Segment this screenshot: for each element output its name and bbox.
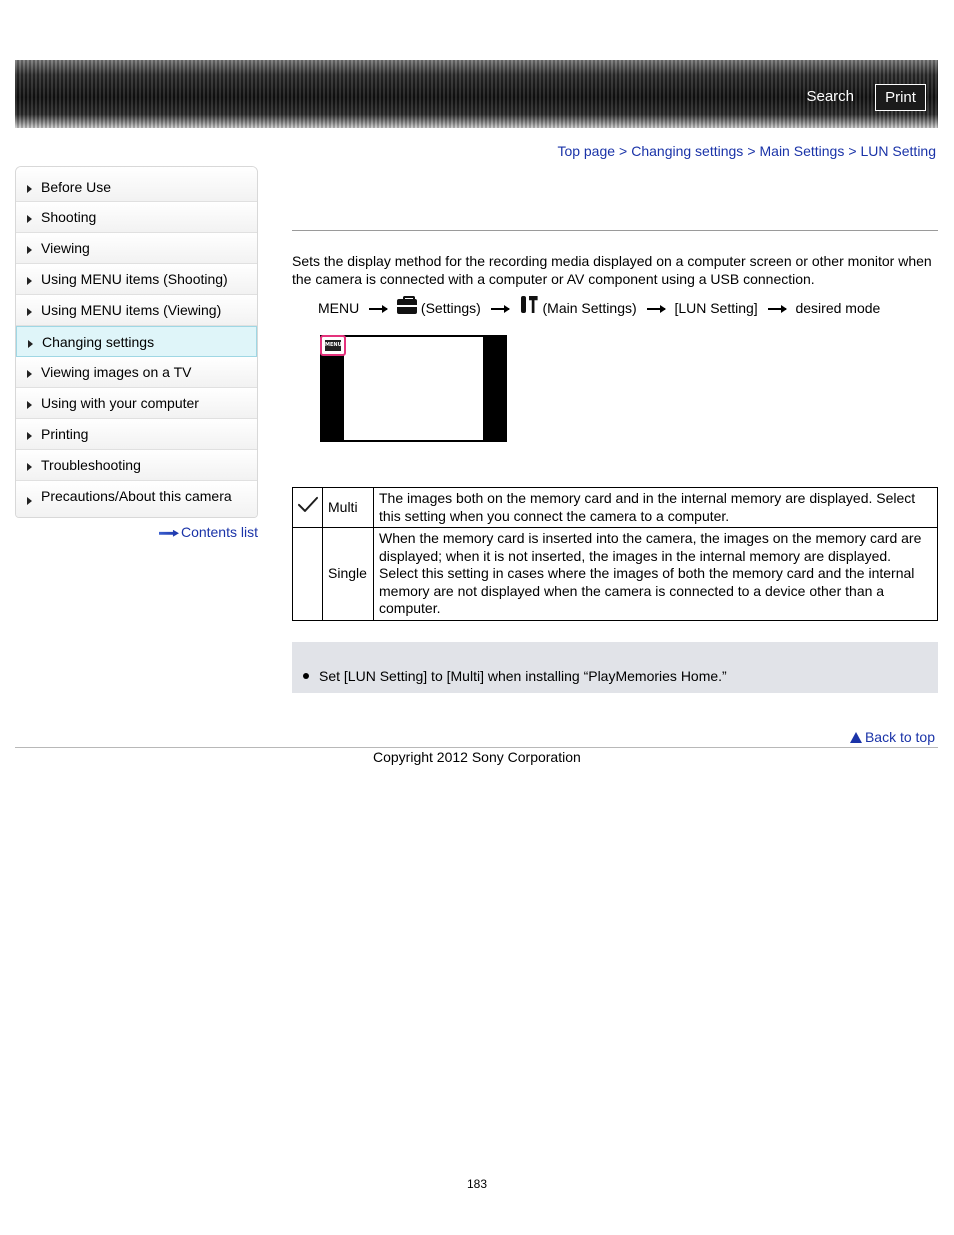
menu-path-main-settings: (Main Settings) [542,300,637,316]
menu-path-desired-mode: desired mode [795,300,881,316]
sidebar-item-menu-viewing[interactable] [16,295,257,326]
sidebar-item-label: Viewing images on a TV [41,364,192,380]
arrow-right-icon [768,308,786,310]
sidebar-item-label: Troubleshooting [41,457,141,473]
menu-path-lun-setting: [LUN Setting] [674,300,758,316]
sidebar-item-viewing[interactable] [16,233,257,264]
breadcrumb [557,143,936,159]
menu-button-highlight [320,335,346,356]
sidebar-item-changing-settings[interactable] [16,326,257,357]
back-to-top-link[interactable] [850,729,935,745]
breadcrumb-separator: > [848,143,857,159]
toolbox-icon [397,299,417,314]
header-bar [15,60,938,128]
caret-right-icon [27,497,32,505]
search-link[interactable]: Search [806,88,854,105]
sidebar-item-label: Viewing [41,240,90,256]
footer-divider [15,747,938,748]
screen-display-area [344,337,483,440]
sidebar-item-precautions[interactable] [16,481,257,517]
breadcrumb-separator: > [619,143,628,159]
print-button[interactable]: Print [875,84,926,111]
arrow-right-icon [369,308,387,310]
breadcrumb-main-settings[interactable]: Main Settings [759,143,845,159]
default-mark-cell [293,488,323,528]
breadcrumb-top-page[interactable]: Top page [557,143,616,159]
sidebar-item-before-use[interactable] [16,167,257,202]
arrow-right-icon [159,530,179,537]
contents-list-link[interactable] [159,524,258,540]
sidebar-item-label: Using MENU items (Viewing) [41,302,222,318]
sidebar-item-label: Shooting [41,209,97,225]
menu-path [318,296,880,318]
caret-right-icon [27,246,32,254]
table-row [293,488,938,528]
sidebar-item-using-with-computer[interactable] [16,388,257,419]
caret-right-icon [27,432,32,440]
menu-path-menu: MENU [318,300,360,316]
sidebar-item-troubleshooting[interactable] [16,450,257,481]
caret-right-icon [27,215,32,223]
mode-name: Multi [323,488,374,528]
menu-path-settings: (Settings) [420,300,481,316]
sidebar-item-label: Using MENU items (Shooting) [41,271,228,287]
arrow-up-icon [850,732,862,743]
caret-right-icon [27,370,32,378]
checkmark-icon [297,496,319,514]
page-description: Sets the display method for the recording media displayed on a computer screen or other monitor when the camera is connected with a computer or AV component using a USB connection. [292,253,932,287]
mode-description: The images both on the memory card and in the internal memory are displayed. Select this setting when you connect the camera to a computer. [374,488,938,528]
sidebar-item-label: Changing settings [42,334,155,350]
note-text: Set [LUN Setting] to [Multi] when installing “PlayMemories Home.” [319,668,727,684]
sidebar-item-label: Precautions/About this camera [41,488,232,504]
page-number: 183 [466,1177,488,1191]
wrench-icon [519,296,539,314]
caret-right-icon [27,463,32,471]
arrow-right-icon [647,308,665,310]
mode-description: When the memory card is inserted into the camera, the images on the memory card are displayed; when it is not inserted, the images in the internal memory are displayed. Select this setting in cases where the images of both the memory card and the internal memory are not displayed when the camera is connected to a device other than a computer. [374,528,938,621]
mode-name: Single [323,528,374,621]
mode-table [292,487,938,621]
note-box [292,642,938,693]
menu-button-label: MENU [325,340,341,351]
sidebar-item-printing[interactable] [16,419,257,450]
table-row [293,528,938,621]
breadcrumb-lun-setting[interactable]: LUN Setting [860,143,936,159]
caret-right-icon [27,401,32,409]
sidebar-item-label: Printing [41,426,89,442]
default-mark-cell [293,528,323,621]
caret-right-icon [27,185,32,193]
arrow-right-icon [491,308,509,310]
caret-right-icon [28,340,33,348]
bullet-icon [303,673,309,679]
copyright-text: Copyright 2012 Sony Corporation [373,749,581,765]
sidebar-item-label: Before Use [41,179,112,195]
camera-screen-illustration [320,335,507,442]
caret-right-icon [27,277,32,285]
caret-right-icon [27,308,32,316]
sidebar-item-viewing-on-tv[interactable] [16,357,257,388]
title-divider [292,230,938,231]
sidebar-item-label: Using with your computer [41,395,199,411]
sidebar-item-shooting[interactable] [16,202,257,233]
breadcrumb-changing-settings[interactable]: Changing settings [631,143,744,159]
sidebar-nav [15,166,258,518]
sidebar-item-menu-shooting[interactable] [16,264,257,295]
back-to-top-label: Back to top [864,729,935,745]
contents-list-label: Contents list [180,524,258,540]
breadcrumb-separator: > [747,143,756,159]
